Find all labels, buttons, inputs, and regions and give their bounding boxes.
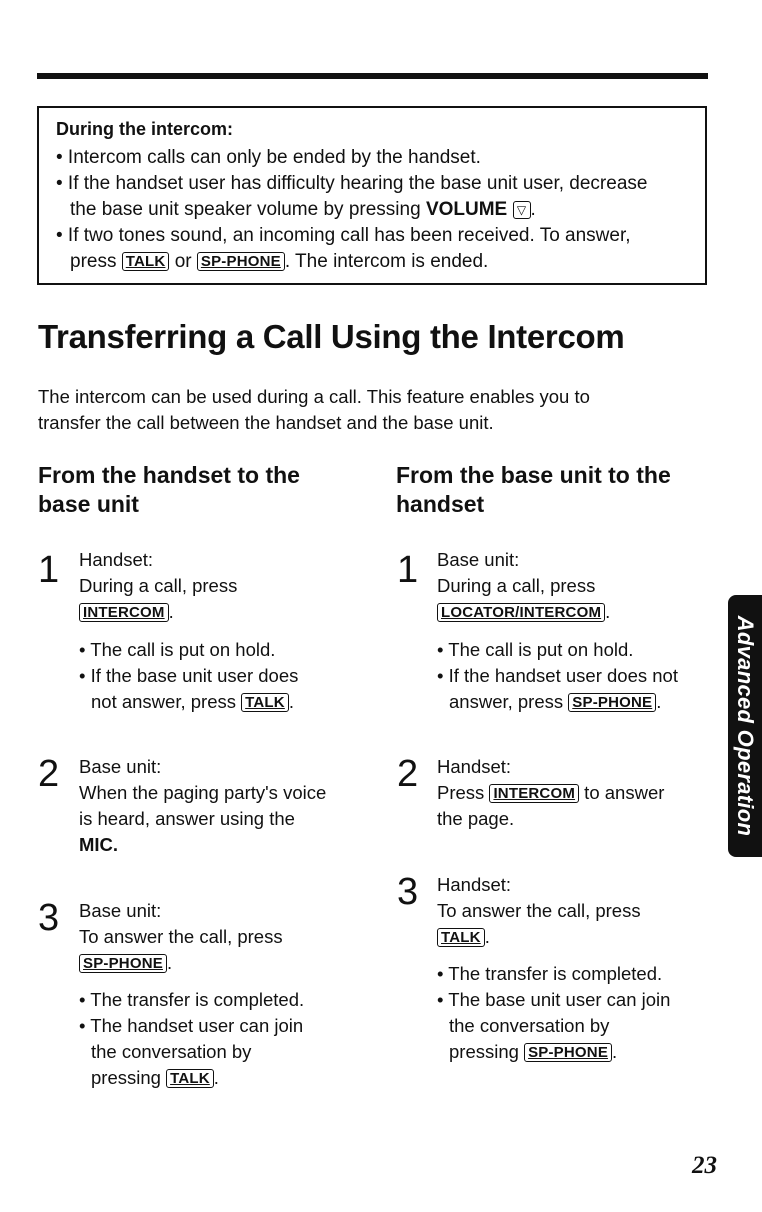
left-heading-line-2: base unit <box>38 491 139 517</box>
right-step-1-bullet-2-pre: answer, press <box>449 691 569 712</box>
right-step-1-line-3: LOCATOR/INTERCOM . <box>437 599 610 625</box>
talk-key: TALK <box>122 252 170 271</box>
left-column-heading <box>38 461 300 519</box>
note-bullet-3: • If two tones sound, an incoming call has been received. To answer, <box>56 225 631 246</box>
right-heading-line-2: handset <box>396 491 485 517</box>
right-step-2-line-2 <box>437 780 664 806</box>
intercom-key: INTERCOM <box>489 784 579 803</box>
top-rule <box>37 73 708 79</box>
left-step-1-bullet-1: • The call is put on hold. <box>79 639 276 660</box>
left-step-3-line-1: Base unit: <box>79 900 162 921</box>
right-step-2-line-1: Handset: <box>437 756 512 777</box>
left-step-2-line-4: MIC. <box>79 834 119 855</box>
side-tab-advanced-operation <box>728 595 762 857</box>
volume-label: VOLUME <box>425 199 508 220</box>
left-step-1-line-1: Handset: <box>79 549 154 570</box>
left-step-2-number: 2 <box>38 753 60 795</box>
page-number: 23 <box>692 1152 717 1179</box>
sp-phone-key: SP-PHONE <box>197 252 285 271</box>
right-heading-line-1: From the base unit to the <box>396 462 671 488</box>
right-step-3-text <box>437 872 641 950</box>
right-step-3-line-3: TALK . <box>437 924 641 950</box>
left-step-1-bullet-2-pre: not answer, press <box>91 691 242 712</box>
note-bullet-2-cont: the base unit speaker volume by pressing VOLUME ▽ . <box>70 199 536 220</box>
talk-key: TALK <box>166 1069 214 1088</box>
note-bullet-3-post: . The intercom is ended. <box>284 251 489 272</box>
talk-key: TALK <box>241 693 289 712</box>
left-step-1-text <box>79 547 237 625</box>
intro-line-1: The intercom can be used during a call. This feature enables you to <box>38 386 590 407</box>
left-step-3-bullet-2-pre: pressing <box>91 1067 167 1088</box>
left-step-3-line-2: To answer the call, press <box>79 926 283 947</box>
sp-phone-key: SP-PHONE <box>79 954 167 973</box>
intercom-key: INTERCOM <box>79 603 169 622</box>
right-step-2-text <box>437 754 664 832</box>
right-step-3-bullet-2: • The base unit user can join <box>437 989 671 1010</box>
left-step-3-text <box>79 898 283 976</box>
left-step-1-number: 1 <box>38 549 60 591</box>
right-step-2-post: to answer <box>579 782 665 803</box>
left-step-1-bullet-2: • If the base unit user does <box>79 665 299 686</box>
section-title: Transferring a Call Using the Intercom <box>38 318 625 355</box>
right-step-1-number: 1 <box>397 549 419 591</box>
right-step-3-bullet-2-pre: pressing <box>449 1041 525 1062</box>
down-arrow-icon: ▽ <box>513 201 531 219</box>
left-step-3-bullet-2-end: pressing TALK . <box>91 1067 219 1088</box>
talk-key: TALK <box>437 928 485 947</box>
left-step-3-line-3: SP-PHONE . <box>79 950 283 976</box>
locator-intercom-key: LOCATOR/INTERCOM <box>437 603 605 622</box>
left-step-1-line-3: INTERCOM . <box>79 599 237 625</box>
right-step-1-bullet-2: • If the handset user does not <box>437 665 678 686</box>
right-step-2-number: 2 <box>397 753 419 795</box>
side-tab-label: Advanced Operation <box>733 615 758 837</box>
left-step-1-bullets <box>79 637 298 715</box>
left-step-3-number: 3 <box>38 897 60 939</box>
note-bullet-1: • Intercom calls can only be ended by the handset. <box>56 147 481 168</box>
right-step-3-line-2: To answer the call, press <box>437 900 641 921</box>
sp-phone-key: SP-PHONE <box>524 1043 612 1062</box>
left-step-2-line-3: is heard, answer using the <box>79 808 295 829</box>
right-step-3-bullet-2-cont: the conversation by <box>449 1015 610 1036</box>
left-step-1-bullet-2-cont: not answer, press TALK . <box>91 691 294 712</box>
right-step-2-line-3: the page. <box>437 808 515 829</box>
note-bullet-3-mid: or <box>169 251 197 272</box>
right-step-1-bullet-2-cont: answer, press SP-PHONE . <box>449 691 662 712</box>
right-step-1-bullets <box>437 637 678 715</box>
left-step-3-bullet-1: • The transfer is completed. <box>79 989 305 1010</box>
right-step-1-line-1: Base unit: <box>437 549 520 570</box>
right-step-3-bullet-2-end: pressing SP-PHONE . <box>449 1041 618 1062</box>
right-step-1-bullet-1: • The call is put on hold. <box>437 639 634 660</box>
right-step-1-line-2: During a call, press <box>437 575 596 596</box>
note-title: During the intercom: <box>56 119 234 139</box>
left-step-1-line-2: During a call, press <box>79 575 238 596</box>
right-step-3-line-1: Handset: <box>437 874 512 895</box>
intro-line-2: transfer the call between the handset and the base unit. <box>38 412 494 433</box>
note-bullet-2-text: the base unit speaker volume by pressing <box>70 199 426 220</box>
left-step-3-bullet-2: • The handset user can join <box>79 1015 304 1036</box>
note-bullet-3-pre: press <box>70 251 122 272</box>
right-step-3-number: 3 <box>397 871 419 913</box>
note-bullet-2: • If the handset user has difficulty hearing the base unit user, decrease <box>56 173 648 194</box>
right-step-3-bullets <box>437 961 670 1065</box>
left-step-2-line-1: Base unit: <box>79 756 162 777</box>
left-step-2-text <box>79 754 326 858</box>
right-step-3-bullet-1: • The transfer is completed. <box>437 963 663 984</box>
right-column-heading <box>396 461 671 519</box>
left-heading-line-1: From the handset to the <box>38 462 300 488</box>
sp-phone-key: SP-PHONE <box>568 693 656 712</box>
note-bullet-3-cont <box>70 249 488 275</box>
right-step-2-pre: Press <box>437 782 490 803</box>
left-step-3-bullets <box>79 987 304 1091</box>
left-step-3-bullet-2-cont: the conversation by <box>91 1041 252 1062</box>
right-step-1-text <box>437 547 610 625</box>
left-step-2-line-2: When the paging party's voice <box>79 782 327 803</box>
